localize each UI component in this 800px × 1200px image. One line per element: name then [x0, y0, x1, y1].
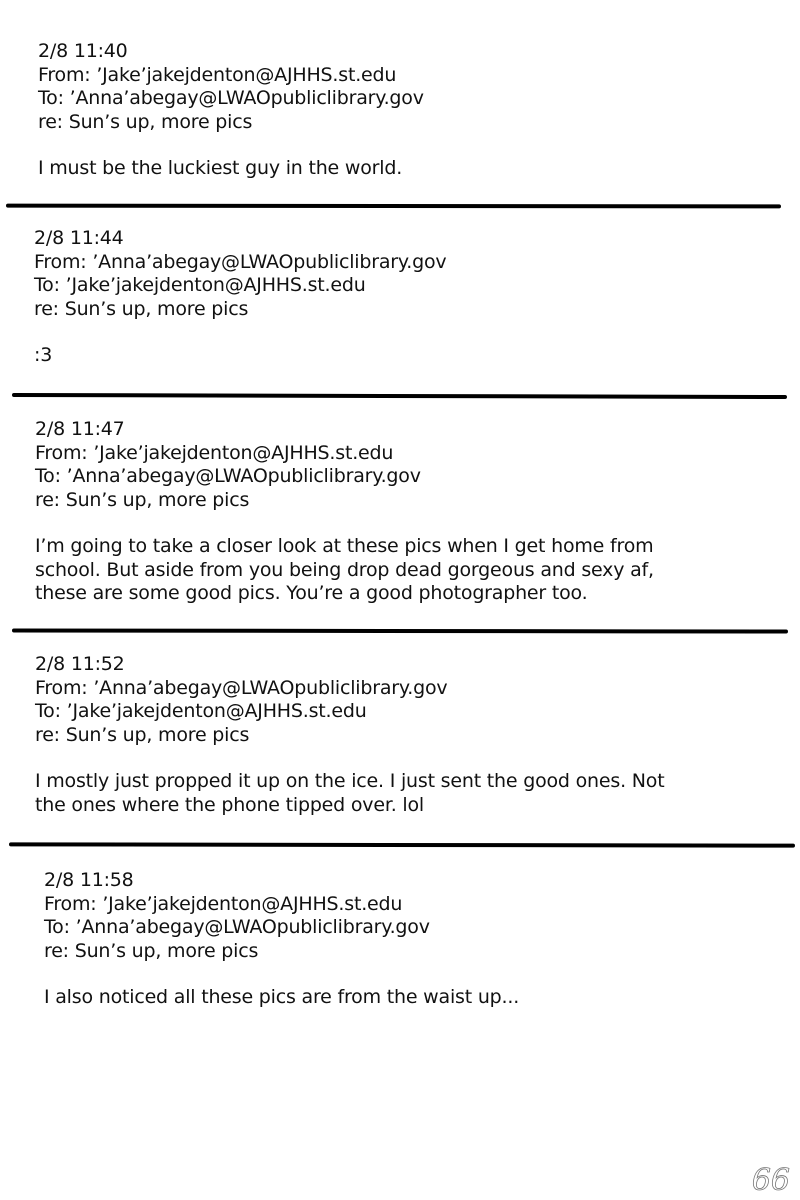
page-number: 66 [751, 1163, 790, 1198]
email-message [44, 869, 519, 1010]
email-to: To: ’Jake’jakejdenton@AJHHS.st.edu [35, 700, 367, 722]
email-body: I mostly just propped it up on the ice. I just sent the good ones. Not the ones where the phone tipped over. lol [35, 770, 665, 816]
message-divider [12, 628, 788, 633]
email-to: To: ’Jake’jakejdenton@AJHHS.st.edu [34, 274, 366, 296]
message-divider [6, 204, 781, 209]
email-body: I’m going to take a closer look at these pics when I get home from school. But aside from you being drop dead gorgeous and sexy af, these are some good pics. You’re a good photographer too. [35, 535, 654, 604]
message-divider [12, 393, 787, 399]
email-from: From: ’Jake’jakejdenton@AJHHS.st.edu [38, 63, 397, 86]
email-body: I must be the luckiest guy in the world. [38, 157, 403, 179]
email-body: :3 [34, 344, 53, 366]
email-message [35, 653, 664, 817]
message-divider [9, 842, 795, 847]
email-subject: re: Sun’s up, more pics [35, 723, 250, 746]
email-from: From: ’Jake’jakejdenton@AJHHS.st.edu [35, 441, 394, 464]
email-from: From: ’Jake’jakejdenton@AJHHS.st.edu [44, 892, 403, 915]
email-subject: re: Sun’s up, more pics [34, 297, 249, 320]
email-body: I also noticed all these pics are from the waist up... [44, 986, 520, 1008]
email-message [35, 418, 654, 606]
email-message [38, 40, 424, 181]
email-to: To: ’Anna’abegay@LWAOpubliclibrary.gov [44, 916, 430, 938]
email-from: From: ’Anna’abegay@LWAOpubliclibrary.gov [35, 676, 448, 699]
email-date: 2/8 11:40 [38, 40, 128, 62]
email-from: From: ’Anna’abegay@LWAOpubliclibrary.gov [34, 250, 447, 273]
email-to: To: ’Anna’abegay@LWAOpubliclibrary.gov [38, 87, 424, 109]
email-message [34, 227, 446, 368]
email-subject: re: Sun’s up, more pics [38, 110, 253, 133]
email-subject: re: Sun’s up, more pics [35, 488, 250, 511]
email-date: 2/8 11:58 [44, 869, 134, 891]
email-to: To: ’Anna’abegay@LWAOpubliclibrary.gov [35, 465, 421, 487]
email-date: 2/8 11:52 [35, 653, 125, 675]
email-date: 2/8 11:47 [35, 418, 125, 440]
email-date: 2/8 11:44 [34, 227, 124, 249]
email-subject: re: Sun’s up, more pics [44, 939, 259, 962]
